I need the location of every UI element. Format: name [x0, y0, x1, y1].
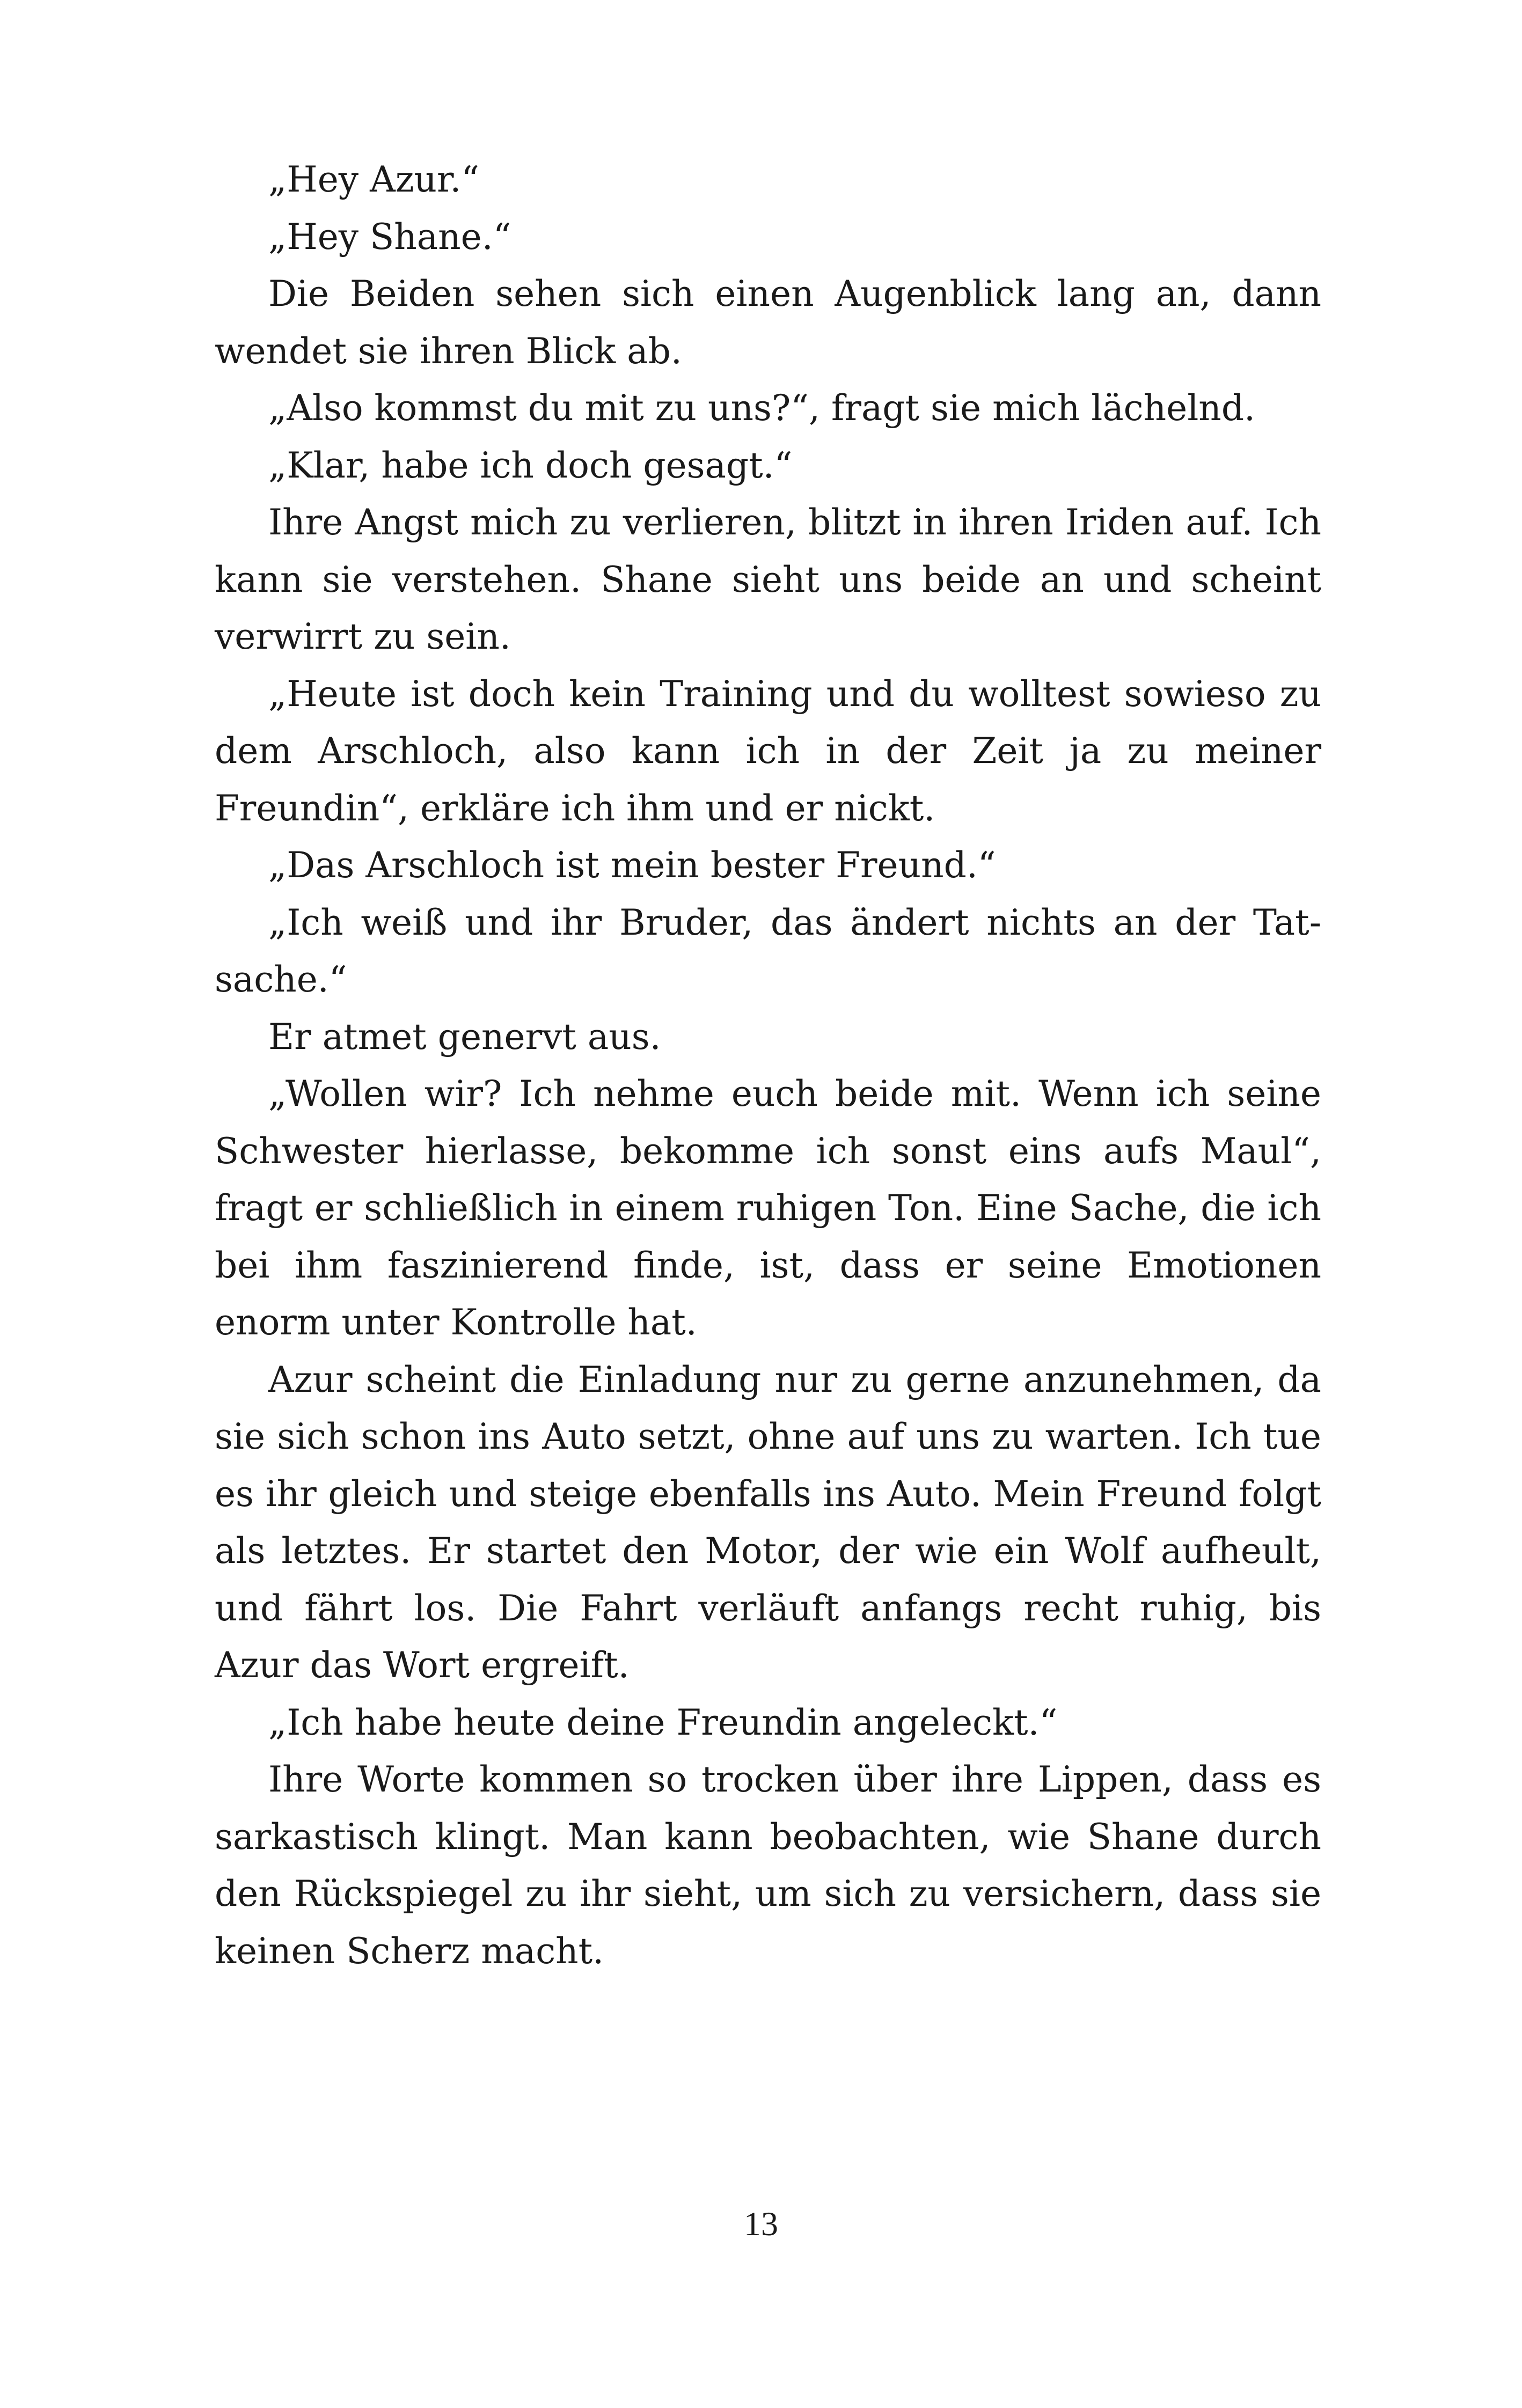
paragraph-14: Ihre Worte kommen so trocken über ihre Lippen, dass es sarkastisch klingt. Man kann beobachten, wie Shane durch den Rückspiegel zu ihr sieht, um sich zu versichern, dass sie keinen Scherz macht. — [215, 1759, 1321, 1972]
paragraph-13: „Ich habe heute deine Freundin angeleckt.“ — [268, 1701, 1058, 1743]
paragraph-11: „Wollen wir? Ich nehme euch beide mit. Wenn ich seine Schwester hierlasse, bekomme ich sonst eins aufs Maul“, fragt er schließlich in einem ruhigen Ton. Eine Sache, die ich bei ihm faszinierend finde, ist, dass er seine Emotionen enorm unter Kontrolle hat. — [215, 1073, 1321, 1343]
paragraph-2: „Hey Shane.“ — [268, 216, 511, 258]
paragraph-7: „Heute ist doch kein Training und du wolltest sowieso zu dem Arschloch, also kann ich in der Zeit ja zu meiner Freundin“, erkläre ich ihm und er nickt. — [215, 673, 1321, 829]
page-body-text — [215, 151, 1321, 1980]
paragraph-10: Er atmet genervt aus. — [268, 1016, 661, 1058]
paragraph-4: „Also kommst du mit zu uns?“, fragt sie mich lächelnd. — [268, 387, 1256, 429]
paragraph-1: „Hey Azur.“ — [268, 159, 480, 200]
paragraph-8: „Das Arschloch ist mein bester Freund.“ — [268, 845, 996, 886]
paragraph-5: „Klar, habe ich doch gesagt.“ — [268, 444, 793, 486]
paragraph-6: Ihre Angst mich zu verlieren, blitzt in ihren Iriden auf. Ich kann sie verstehen. Shane sieht uns beide an und scheint verwirrt zu sein. — [215, 502, 1321, 657]
paragraph-3: Die Beiden sehen sich einen Augenblick lang an, dann wendet sie ihren Blick ab. — [215, 273, 1321, 372]
paragraph-9: „Ich weiß und ihr Bruder, das ändert nichts an der Tatsache.“ — [215, 901, 1321, 1000]
paragraph-12: Azur scheint die Einladung nur zu gerne anzunehmen, da sie sich schon ins Auto setzt, ohne auf uns zu warten. Ich tue es ihr gleich und steige ebenfalls ins Auto. Mein Freund folgt als letztes. Er startet den Motor, der wie ein Wolf aufheult, und fährt los. Die Fahrt verläuft anfangs recht ruhig, bis Azur das Wort ergreift. — [215, 1359, 1321, 1686]
page-number: 13 — [744, 2205, 778, 2243]
